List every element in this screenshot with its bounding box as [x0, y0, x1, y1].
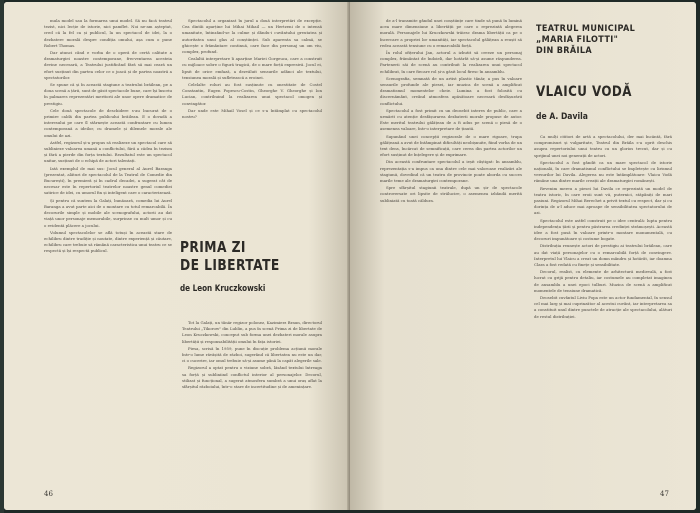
paragraph: Revenim mereu a piesei lui Davila ce reprezintă un model de teatru istoric, în care eroii sunt vii, puternici, stăpâniți de mari pasiuni. Regizorul Mihai Berechet a privit textul cu respect, dar și cu dorința de a-l aduce mai aproape de sensibilitatea spectatorului de azi.	[534, 185, 672, 216]
article-title-prima-zi	[180, 238, 280, 274]
article-title-line1: PRIMA ZI	[180, 238, 246, 256]
article-byline-davila: de A. Davila	[536, 112, 588, 122]
paragraph: Regizorul a optat pentru o viziune sobră, lăsând textului întreaga sa forță și subliniind conflictul interior al personajelor. Decorul, stilizat și funcțional, a sugerat atmosfera sumbră a unui oraș aflat la sfârșitul războiului, într-o stare de incertitudine și de amenințare.	[182, 365, 322, 390]
left-column-2-lower	[182, 320, 322, 488]
paragraph: Spectacolul a fost gândit ca un mare spectacol de istorie națională, în care dramatismul conflictului se împletește cu lirismul versurilor lui Davila. Alegerea nu este întâmplătoare: Vlaicu Vodă rămâne una dintre marile creații ale dramaturgiei românești.	[534, 159, 672, 184]
paragraph: Spectacolul este astfel construit pe o idee centrală: lupta pentru independența țării și pentru păstrarea credinței strămoșești. Această idee a fost pusă în valoare printr-o montare monumentală, cu decoruri impunătoare și costume bogate.	[534, 217, 672, 242]
paragraph: Volumul spectacolelor se află totuși în această stare de echilibru dintre tradiție și noutate, dintre experiență și căutare, echilibru care trebuie să rămână caracteristica unui teatru ce se respectă și își respectă publicul.	[44, 229, 172, 254]
right-column-1	[380, 18, 522, 488]
left-column-2-upper	[182, 18, 322, 231]
right-page	[350, 2, 696, 510]
theatre-header	[536, 24, 635, 57]
paragraph: Din această confruntare spectacolul a ieșit câștigat: în ansamblu, reprezentația s-a impus ca una dintre cele mai valoroase realizări ale stagiunii, dovedind că un teatru de provincie poate aborda cu succes marile teme ale dramaturgiei contemporane.	[380, 159, 522, 184]
paragraph: Distribuția reunește actori de prestigiu ai teatrului brăilean, care au dat viață personajelor cu o remarcabilă forță de convingere. Interpretul lui Vlaicu a creat un domn mândru și hotărât, iar doamna Clara a fost redată cu finețe și sensibilitate.	[534, 243, 672, 268]
paragraph: Decorul, realist, cu elemente de arhitectură medievală, a fost lucrat cu grijă pentru detaliu, iar costumele au completat imaginea de ansamblu a unei epoci tulburi. Muzica de scenă a amplificat momentele de tensiune dramatică.	[534, 269, 672, 293]
paragraph: Scenografia, semnată de un artist plastic tânăr, a pus în valoare sensurile profunde ale piesei, iar muzica de scenă a amplificat dramatismul momentelor cheie. Lumina a fost folosită cu discernământ, creând atmosfera apăsătoare necesară desfășurării conflictului.	[380, 75, 522, 106]
paragraph: Cele două spectacole de deschidere s-au bucurat de o primire caldă din partea publicului brăilean. E o dovadă a interesului pe care îl stârnește această confruntare cu lumea contemporană a ideilor, cu dramele și dilemele morale ale omului de azi.	[44, 107, 172, 138]
magazine-spread	[4, 2, 696, 510]
page-number-left: 46	[44, 490, 53, 498]
theatre-header-line1: TEATRUL MUNICIPAL	[536, 24, 636, 34]
paragraph: Supunând unei concepții regizorale de o mare rigoare, trupa gălățeană a avut de întâmpinat dificultăți neobișnuite, fiind vorba de un text dens, încărcat de semnificații, care cerea din partea actorilor un efort susținut de înțelegere și de exprimare.	[380, 133, 522, 158]
paragraph: mula model sau la formarea unui model. Să nu facă teatrul tezist, nici lecție de istorie, nici pamflet. Noi ne-am așteptat, cred că la fel ca și publicul, la un spectacol de idei, la o dezbatere morală despre condiția omului, așa cum o pune Robert Thomas.	[44, 18, 172, 48]
paragraph: Dar unde este Mihail Vosel și ce s-a întâmplat cu spectacolul nostru?	[182, 107, 322, 120]
article-title-line2: DE LIBERTATE	[180, 256, 280, 274]
paragraph: Spre sfârșitul stagiunii teatrale, după un șir de spectacole controversate ori lipsite de strălucire, o asemenea izbândă merită subliniată cu toată căldura.	[380, 185, 522, 203]
paragraph: Cealaltă interpretare îi aparține Mariei Gorgeuca, care a construit cu mijloace sobre o figură tragică, de o mare forță expresivă. Jocul ei, lipsit de orice emfază, a dezvăluit sensurile adânci ale textului, tensiunea morală și sufletească a eroinei.	[182, 56, 322, 80]
paragraph: Ca mulți cititori de artă a spectacolului, der mai încăntă, fără compromisuri și vulgaritate, Teatrul din Brăila s-a oprit deschis asupra repertoriului unui teatru cu un glorios trecut, dar și cu sprijinul unei noi generații de actori.	[534, 134, 672, 158]
paragraph: Dar atunci când e vorba de o operă de certă calitate a dramaturgiei noastre contemporane, frecventarea acesteia devine necesară, a Teatrului justificând fără să mai ceară un efort susținut din partea celor ce o joacă și de partea noastră a spectatorilor.	[44, 50, 172, 80]
paragraph: Deosebit cuvântul Liviu Popa este un actor fundamental, în sensul cel mai larg și mai cuprinzător al acestui cuvânt, iar interpretarea sa a constituit unul dintre punctele de atracție ale spectacolului, alături de restul distribuției.	[534, 295, 672, 319]
paragraph: Și pentru că suntem la Galați, bunăoară, comedia lui Aurel Baranga a avut parte aici de o montare cu totul remarcabilă. În decorurile simple și mobile ale scenografului, actorii au dat viață unor personaje memorabile, surprinse cu mult umor și cu o evidentă plăcere a jocului.	[44, 197, 172, 228]
paragraph: Piesa, scrisă în 1959, pune în discuție problema acțiunii morale într-o lume răvășită de război, sugerând că libertatea nu este un dar, ci o cucerire, iar omul trebuie să-și asume până la capăt alegerile sale.	[182, 345, 322, 364]
right-column-2	[534, 134, 672, 488]
paragraph: Iată exemplul de mai sus: Jocul general al Aurel Baranga (prezentat, alături de spectacolul de la Teatrul de Comedie din București), în premieră și în cadrul decadei, a sugerat cât de necesar este în repertoriul teatrelor noastre genul comediei satirice de idei, cu umorul fin și inteligent care o caracterizează.	[44, 165, 172, 196]
paragraph: Tot la Galați, un tânăr regizor polonez, Kazimierz Braun, directorul Teatrului „Tikorow" din Lublin, a pus în scenă Prima zi de libertate de Leon Kruczkowski, conceput sub forma unei dezbateri morale asupra libertății și responsabilității omului în fața istoriei.	[182, 320, 322, 344]
left-column-1	[44, 18, 172, 488]
article-byline: de Leon Kruczkowski	[180, 284, 266, 294]
paragraph: Spectacolul a fost primit cu un deosebit interes de public, care a urmărit cu atenție desfășurarea dezbaterii morale propuse de autor. Este meritul teatrului gălățean de a fi adus pe scenă o piesă de o asemenea valoare, într-o interpretare de ținută.	[380, 107, 522, 132]
page-number-right: 47	[660, 490, 669, 498]
left-page	[4, 2, 350, 510]
paragraph: Celelalte roluri au fost susținute cu onestitate de Costel Constantin, Eugen Popescu-Costin, Gheorghe V. Gheorghe și Ion Lucian, contribuind la realizarea unui spectacol omogen și convingător.	[182, 82, 322, 106]
paragraph: Astfel, regizorul și-a propus să realizeze un spectacol care să sublinieze valoarea umană a conflictului, fără a cădea în tezism și fără a pierde din forța textului. Rezultatul este un spectacol unitar, susținut de o echipă de actori talentați.	[44, 139, 172, 164]
paragraph: de a-l transmite gândul unei conștiințe care tinde să pună în lumină acea mare dimensiune a libertății pe care o reprezintă alegerea morală. Personajele lui Kruczkowski trăiesc drama libertății ca pe o încercare a propriei lor umanități, iar spectacolul gălățean a reușit să redea această tensiune cu o remarcabilă forță.	[380, 18, 522, 48]
article-title-vlaicu-voda: VLAICU VODĂ	[536, 84, 632, 100]
paragraph: Spectacolul a organizat în jurul a două interpretări de excepție. Cea dintâi aparține lui Mihai Mihail — un Hertzeni de o intensă umanitate, întinzând-se la culme și dându-i cuvântului greutatea și autoritatea unui glas al conștiinței. Sub aparenta sa calmă, se ghicește o frământare continuă, care face din personaj un om viu, complex, profund.	[182, 18, 322, 55]
theatre-header-line2: „MARIA FILOTTI"	[536, 35, 619, 45]
paragraph: În rolul ofițerului Jan, actorul a izbutit să creeze un personaj complex, frământat de îndoieli, dar hotărât să-și asume răspunderea. Partenerii săi de scenă au contribuit la realizarea unui spectacol echilibrat, în care fiecare rol și-a găsit locul firesc în ansamblu.	[380, 50, 522, 74]
paragraph: Se spune că și în această stagiune a teatrului brăilean, pe a doua scenă a țării, sunt de găsit spectacole bune, care își înscriu în palmares reprezentări meritorii ale unor opere dramatice de prestigiu.	[44, 82, 172, 106]
theatre-header-line3: DIN BRĂILA	[536, 46, 593, 56]
